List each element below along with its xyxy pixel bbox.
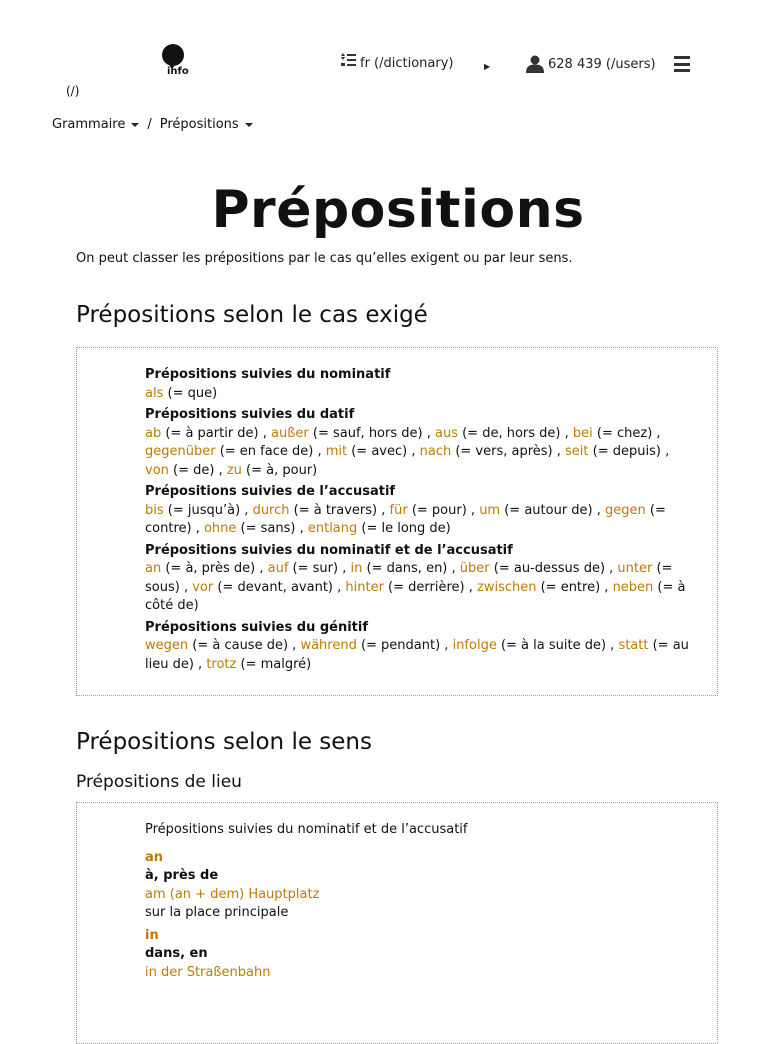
preposition-meaning: (= pendant) , [356, 638, 453, 653]
preposition-meaning: (= à cause de) , [188, 638, 301, 653]
hamburger-menu-icon[interactable] [674, 56, 690, 72]
preposition-meaning: (= derrière) , [383, 579, 477, 595]
group-items [145, 560, 695, 616]
preposition-meaning: (= à côté de) [145, 579, 686, 613]
preposition-link[interactable]: außer [271, 425, 309, 441]
group-items [145, 637, 695, 674]
preposition-meaning: (= contre) , [145, 502, 666, 536]
preposition-link[interactable]: auf [267, 561, 289, 576]
logo-text: info [167, 66, 189, 77]
entry-example[interactable]: am (an + dem) Hauptplatz [145, 886, 320, 902]
breadcrumb [52, 117, 253, 132]
group-title: Prépositions suivies du nominatif et de l’accusatif [145, 542, 513, 558]
preposition-link[interactable]: entlang [307, 521, 358, 536]
entry-meaning: à, près de [145, 868, 219, 883]
box-heading: Prépositions suivies du nominatif et de l’accusatif [145, 822, 468, 837]
preposition-meaning: (= sur) , [288, 561, 351, 576]
preposition-meaning: (= malgré) [236, 656, 312, 672]
preposition-meaning: (= pour) , [407, 502, 480, 518]
dictionary-link[interactable] [340, 56, 454, 71]
preposition-meaning: (= que) [163, 385, 218, 401]
preposition-link[interactable]: statt [618, 638, 649, 653]
preposition-link[interactable]: unter [617, 561, 653, 576]
caret-down-icon [245, 123, 253, 127]
preposition-link[interactable]: für [389, 502, 408, 518]
preposition-link[interactable]: in [350, 561, 363, 576]
entry-word[interactable]: an [145, 849, 164, 865]
entry-meaning: dans, en [145, 946, 208, 961]
entry-example[interactable]: in der Straßenbahn [145, 964, 271, 980]
preposition-meaning: (= à la suite de) , [496, 638, 619, 653]
section-title-cas: Prépositions selon le cas exigé [76, 302, 428, 328]
subsection-title-lieu: Prépositions de lieu [76, 772, 242, 792]
users-count: 628 439 (/users) [548, 56, 656, 72]
preposition-meaning: (= à, près de) , [161, 561, 268, 576]
preposition-link[interactable]: um [479, 502, 501, 518]
preposition-link[interactable]: gegen [605, 502, 646, 518]
preposition-meaning: (= jusqu’à) , [163, 502, 253, 518]
preposition-link[interactable]: an [145, 561, 162, 576]
preposition-link[interactable]: trotz [206, 656, 237, 672]
place-prepositions-content [145, 821, 695, 982]
preposition-link[interactable]: zu [226, 462, 242, 478]
group-title: Prépositions suivies du datif [145, 407, 355, 422]
preposition-meaning: (= de, hors de) , [457, 425, 573, 441]
preposition-meaning: (= depuis) , [588, 444, 670, 459]
preposition-link[interactable]: nach [419, 444, 452, 459]
preposition-meaning: (= à partir de) , [161, 425, 272, 441]
preposition-meaning: (= sous) , [145, 561, 673, 595]
users-link[interactable] [526, 55, 656, 73]
preposition-link[interactable]: während [300, 638, 357, 653]
caret-down-icon [131, 123, 139, 127]
preposition-meaning: (= entre) , [536, 579, 613, 595]
preposition-meaning: (= à travers) , [289, 502, 390, 518]
entry-word[interactable]: in [145, 927, 159, 943]
preposition-meaning: (= le long de) [357, 521, 451, 536]
preposition-link[interactable]: aus [434, 425, 458, 441]
preposition-link[interactable]: von [145, 462, 169, 478]
preposition-meaning: (= dans, en) , [362, 561, 460, 576]
preposition-meaning: (= autour de) , [500, 502, 606, 518]
preposition-meaning: (= sans) , [236, 521, 308, 536]
group-items [145, 425, 695, 481]
place-prepositions-box [76, 802, 718, 1044]
dictionary-label: fr (/dictionary) [360, 56, 454, 71]
page-title: Prépositions [211, 180, 585, 240]
breadcrumb-prepositions[interactable]: Prépositions [160, 117, 253, 132]
play-icon[interactable]: ▶ [484, 62, 491, 71]
preposition-link[interactable]: hinter [345, 579, 384, 595]
group-title: Prépositions suivies du nominatif [145, 367, 391, 382]
dictionary-list-icon [340, 52, 356, 68]
case-groups [145, 366, 695, 674]
breadcrumb-grammaire[interactable]: Grammaire [52, 117, 139, 132]
preposition-meaning: (= au-dessus de) , [489, 561, 618, 576]
user-icon [526, 55, 544, 73]
preposition-meaning: (= vers, après) , [451, 444, 566, 459]
preposition-link[interactable]: über [459, 561, 490, 576]
intro-text: On peut classer les prépositions par le cas qu’elles exigent ou par leur sens. [76, 251, 573, 266]
section-title-sens: Prépositions selon le sens [76, 729, 372, 755]
preposition-meaning: (= à, pour) [241, 462, 318, 478]
preposition-link[interactable]: als [145, 385, 164, 401]
group-title: Prépositions suivies de l’accusatif [145, 484, 396, 499]
preposition-link[interactable]: durch [252, 502, 290, 518]
case-prepositions-box [76, 347, 718, 696]
home-link[interactable]: (/) [66, 84, 80, 98]
preposition-link[interactable]: mit [325, 444, 348, 459]
preposition-meaning: (= avec) , [347, 444, 420, 459]
group-title: Prépositions suivies du génitif [145, 619, 369, 635]
preposition-meaning: (= au lieu de) , [145, 638, 689, 672]
entry-translation: sur la place principale [145, 905, 289, 920]
preposition-meaning: (= de) , [168, 462, 227, 478]
preposition-link[interactable]: wegen [145, 638, 189, 653]
group-items [145, 502, 695, 539]
breadcrumb-separator: / [147, 117, 152, 132]
preposition-link[interactable]: ohne [203, 521, 237, 536]
preposition-link[interactable]: bei [572, 425, 593, 441]
preposition-link[interactable]: bis [145, 502, 164, 518]
group-items [145, 385, 695, 404]
preposition-meaning: (= chez) , [592, 425, 661, 441]
preposition-link[interactable]: zwischen [477, 579, 537, 595]
preposition-meaning: (= devant, avant) , [213, 579, 346, 595]
preposition-link[interactable]: gegenüber [145, 444, 216, 459]
preposition-meaning: (= en face de) , [215, 444, 326, 459]
preposition-meaning: (= sauf, hors de) , [308, 425, 435, 441]
preposition-link[interactable]: neben [612, 579, 654, 595]
preposition-link[interactable]: infolge [452, 638, 497, 653]
place-entries [145, 849, 695, 983]
site-logo[interactable] [160, 44, 194, 80]
preposition-link[interactable]: ab [145, 425, 162, 441]
preposition-link[interactable]: seit [565, 444, 589, 459]
preposition-link[interactable]: vor [192, 579, 214, 595]
